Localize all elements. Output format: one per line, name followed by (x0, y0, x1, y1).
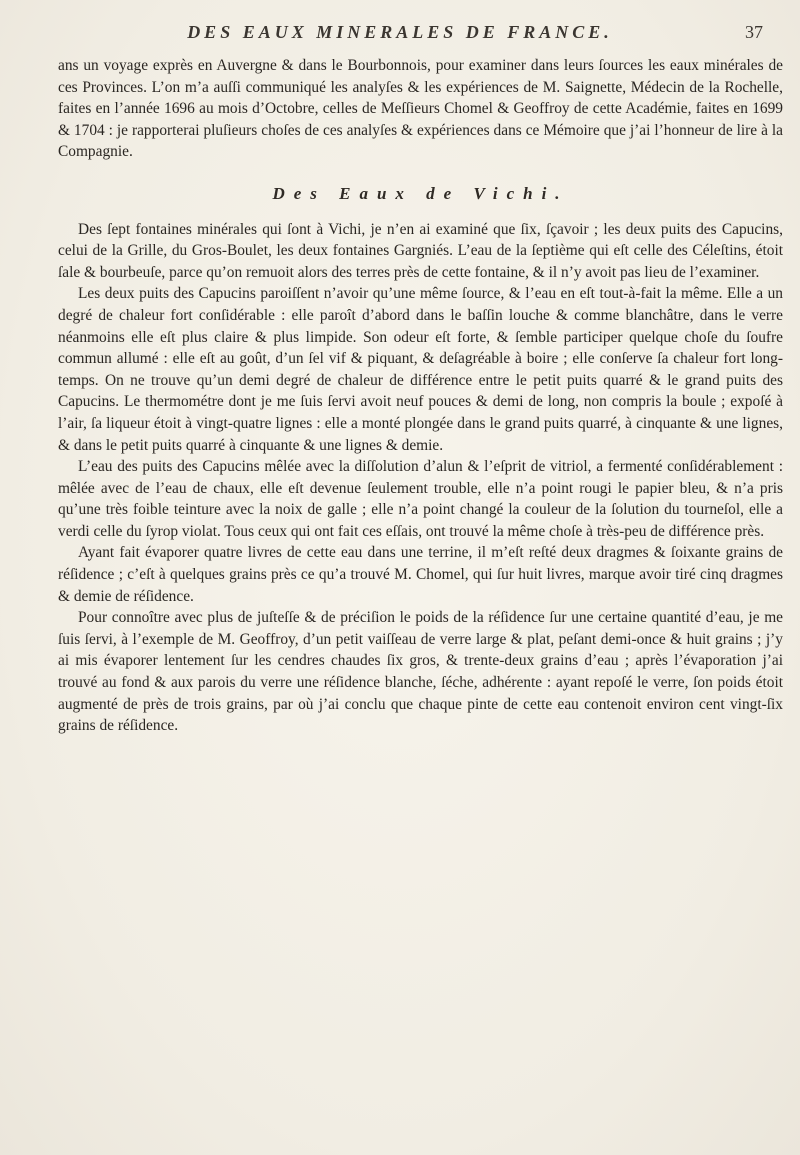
paragraph: L’eau des puits des Capucins mêlée avec la diſſolution d’alun & l’eſprit de vitriol, a fermenté conſidérablement : mêlée avec de l’eau de chaux, elle eſt devenue ſeulement trouble, elle n’a point rougi le papier bleu, & n’a pris qu’une très foible teinture avec la noix de galle ; elle n’a point changé la couleur de la ſolution du tourneſol, elle a verdi celle du ſyrop violat. Tous ceux qui ont fait ces eſſais, ont trouvé la même choſe à très-peu de différence près. (58, 458, 783, 540)
body-text (58, 55, 783, 737)
paragraph: ans un voyage exprès en Auvergne & dans le Bourbonnois, pour examiner dans leurs ſources les eaux minérales de ces Provinces. L’on m’a auſſi communiqué les analyſes & les expériences de M. Saignette, Médecin de la Rochelle, faites en l’année 1696 au mois d’Octobre, celles de Meſſieurs Chomel & Geoffroy de cette Académie, faites en 1699 & 1704 : je rapporterai pluſieurs choſes de ces analyſes & expériences dans ce Mémoire que j’ai l’honneur de lire à la Compagnie. (58, 57, 783, 161)
running-head: DES EAUX MINERALES DE FRANCE. (187, 22, 613, 42)
paragraph: Ayant fait évaporer quatre livres de cette eau dans une terrine, il m’eſt reſté deux dragmes & ſoixante grains de réſidence ; c’eſt à quelques grains près ce qu’a trouvé M. Chomel, qui ſur huit livres, marque avoir tiré cinq dragmes & demie de réſidence. (58, 544, 783, 605)
section-heading: Des Eaux de Vichi. (272, 183, 569, 203)
paragraph: Des ſept fontaines minérales qui ſont à Vichi, je n’en ai examiné que ſix, ſçavoir ; les deux puits des Capucins, celui de la Grille, du Gros-Boulet, les deux fontaines Gargniés. L’eau de la ſeptième qui eſt celle des Céleſtins, étoit ſale & bourbeuſe, parce qu’on remuoit alors des terres près de cette fontaine, & il n’y avoit pas lieu de l’examiner. (58, 220, 783, 281)
paragraph: Pour connoître avec plus de juſteſſe & de préciſion le poids de la réſidence ſur une certaine quantité d’eau, je me ſuis ſervi, à l’exemple de M. Geoffroy, d’un petit vaiſſeau de verre large & plat, peſant demi-once & huit grains ; j’y ai mis évaporer lentement ſur les cendres chaudes ſix gros, & trente-deux grains d’eau ; après l’évaporation j’ai trouvé au fond & aux parois du verre une réſidence blanche, ſéche, adhérente : ayant repoſé le verre, ſon poids étoit augmenté de près de trois grains, par où j’ai conclu que chaque pinte de cette eau contenoit environ cent vingt-ſix grains de réſidence. (58, 609, 783, 735)
page-number: 37 (745, 22, 763, 42)
paragraph: Les deux puits des Capucins paroiſſent n’avoir qu’une même ſource, & l’eau en eſt tout-à-fait la même. Elle a un degré de chaleur fort conſidérable : elle paroît d’abord dans le baſſin louche & comme blanchâtre, dans le verre néanmoins elle eſt plus claire & plus limpide. Son odeur eſt forte, & ſemble participer quelque choſe du ſoufre commun allumé : elle eſt au goût, d’un ſel vif & piquant, & deſagréable à boire ; elle conſerve ſa chaleur fort long-temps. On ne trouve qu’un demi degré de chaleur de différence entre le petit puits quarré & le grand puits des Capucins. Le thermométre dont je me ſuis ſervi avoit neuf pouces & demi de long, non compris la boule ; expoſé à l’air, ſa liqueur étoit à vingt-quatre lignes : elle a monté plongée dans le grand puits quarré, à cinquante & une lignes, & dans le petit puits quarré à cinquante & une lignes & demie. (58, 285, 783, 454)
